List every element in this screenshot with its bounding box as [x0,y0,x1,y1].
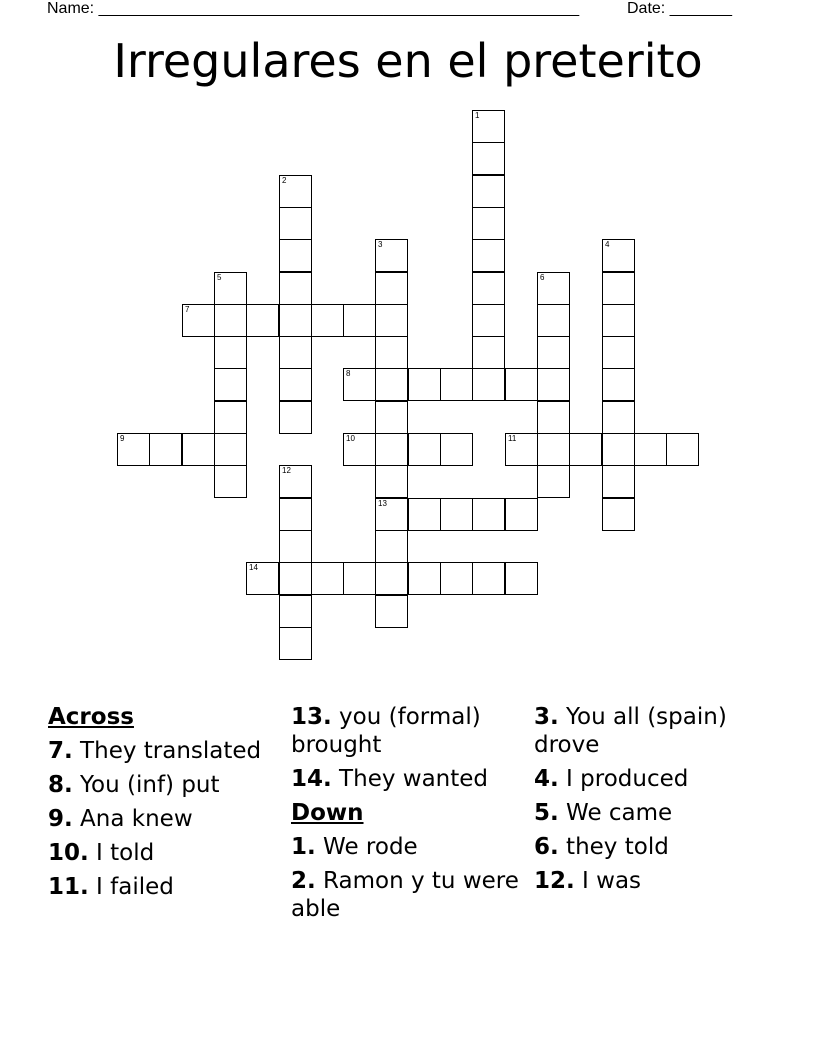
clue-item-text: I was [574,868,642,894]
crossword-cell[interactable] [375,304,408,337]
crossword-cell[interactable] [505,562,538,595]
clue-item-text: I told [88,840,155,866]
crossword-cell[interactable] [472,142,505,175]
clue-item-number: 10. [48,840,89,866]
clue-item [48,873,278,901]
clue-item [48,737,278,765]
crossword-cell[interactable] [408,433,441,466]
clue-number: 9 [120,434,125,443]
crossword-cell[interactable] [279,627,312,660]
clue-item [48,771,278,799]
crossword-cell[interactable] [408,562,441,595]
crossword-cell[interactable] [279,562,312,595]
clue-number: 13 [378,499,387,508]
crossword-cell[interactable] [279,498,312,531]
crossword-cell[interactable] [375,368,408,401]
crossword-cell[interactable] [343,562,376,595]
crossword-cell[interactable] [472,368,505,401]
crossword-cell[interactable] [214,465,247,498]
clue-item-number: 7. [48,738,73,764]
clue-item [534,833,764,861]
clue-item [48,805,278,833]
crossword-cell[interactable] [472,207,505,240]
clue-item-number: 4. [534,766,559,792]
crossword-cell[interactable] [311,304,344,337]
crossword-cell[interactable] [279,368,312,401]
clue-item-number: 11. [48,874,89,900]
crossword-cell[interactable] [472,110,505,143]
crossword-cell[interactable] [343,368,376,401]
crossword-cell[interactable] [602,433,635,466]
crossword-cell[interactable] [602,368,635,401]
crossword-cell[interactable] [602,465,635,498]
crossword-cell[interactable] [569,433,602,466]
crossword-cell[interactable] [602,336,635,369]
clue-item-number: 12. [534,868,575,894]
crossword-cell[interactable] [279,336,312,369]
crossword-cell[interactable] [408,498,441,531]
clue-item-text: I failed [88,874,174,900]
clue-number: 3 [378,240,383,249]
puzzle-title: Irregulares en el preterito [113,34,703,88]
crossword-cell[interactable] [279,207,312,240]
crossword-cell[interactable] [117,433,150,466]
clue-item-text: I produced [558,766,689,792]
clue-item [48,839,278,867]
crossword-cell[interactable] [634,433,667,466]
crossword-cell[interactable] [214,304,247,337]
crossword-cell[interactable] [537,272,570,305]
clue-item-text: You (inf) put [72,772,220,798]
crossword-cell[interactable] [602,272,635,305]
crossword-cell[interactable] [440,368,473,401]
clue-item-text: We rode [315,834,418,860]
clue-item-number: 5. [534,800,559,826]
crossword-cell[interactable] [214,336,247,369]
crossword-cell[interactable] [472,239,505,272]
crossword-cell[interactable] [279,239,312,272]
clue-item [534,703,764,759]
crossword-cell[interactable] [472,498,505,531]
clue-item-text: We came [558,800,673,826]
clue-number: 5 [217,273,222,282]
crossword-cell[interactable] [472,304,505,337]
crossword-cell[interactable] [472,175,505,208]
clue-item-text: They wanted [331,766,489,792]
crossword-cell[interactable] [472,336,505,369]
clue-item [534,799,764,827]
crossword-cell[interactable] [375,272,408,305]
crossword-cell[interactable] [602,498,635,531]
clue-item-text: You all (spain) drove [534,704,727,758]
crossword-cell[interactable] [505,433,538,466]
crossword-cell[interactable] [279,304,312,337]
clue-item-text: they told [558,834,669,860]
crossword-cell[interactable] [182,304,215,337]
crossword-cell[interactable] [440,562,473,595]
clue-number: 8 [346,369,351,378]
clue-item [291,867,521,923]
crossword-cell[interactable] [602,239,635,272]
clue-number: 12 [282,466,291,475]
crossword-cell[interactable] [375,465,408,498]
crossword-cell[interactable] [343,433,376,466]
clue-number: 4 [605,240,610,249]
crossword-cell[interactable] [246,562,279,595]
crossword-cell[interactable] [182,433,215,466]
crossword-cell[interactable] [375,433,408,466]
crossword-cell[interactable] [537,368,570,401]
clue-item-number: 13. [291,704,332,730]
crossword-cell[interactable] [537,465,570,498]
crossword-cell[interactable] [472,562,505,595]
crossword-cell[interactable] [408,368,441,401]
clue-item [291,765,521,793]
clue-number: 1 [475,111,480,120]
clue-item [534,765,764,793]
clue-item-number: 2. [291,868,316,894]
crossword-cell[interactable] [279,272,312,305]
crossword-cell[interactable] [602,304,635,337]
clue-item-number: 3. [534,704,559,730]
clue-section-heading: Down [291,800,364,826]
crossword-cell[interactable] [149,433,182,466]
clue-item-number: 6. [534,834,559,860]
clue-number: 2 [282,176,287,185]
clue-item-number: 1. [291,834,316,860]
clue-number: 14 [249,563,258,572]
clue-item-text: Ana knew [72,806,193,832]
crossword-cell[interactable] [214,401,247,434]
crossword-cell[interactable] [505,368,538,401]
clue-number: 11 [508,434,517,443]
crossword-cell[interactable] [279,175,312,208]
clue-number: 7 [185,305,190,314]
crossword-cell[interactable] [375,595,408,628]
crossword-cell[interactable] [246,304,279,337]
crossword-cell[interactable] [537,336,570,369]
crossword-cell[interactable] [375,336,408,369]
crossword-cell[interactable] [311,562,344,595]
clue-column-1 [48,703,278,907]
crossword-cell[interactable] [440,433,473,466]
crossword-cell[interactable] [375,239,408,272]
clue-item [291,833,521,861]
crossword-cell[interactable] [279,401,312,434]
clue-column-2 [291,703,521,929]
crossword-cell[interactable] [279,465,312,498]
crossword-cell[interactable] [214,433,247,466]
clue-item-number: 14. [291,766,332,792]
crossword-cell[interactable] [375,562,408,595]
clue-item-number: 9. [48,806,73,832]
crossword-cell[interactable] [375,498,408,531]
crossword-cell[interactable] [375,530,408,563]
clue-item [534,867,764,895]
crossword-cell[interactable] [279,530,312,563]
clue-item-text: Ramon y tu were able [291,868,519,922]
name-field-label[interactable]: Name: ______________________________________________________ [47,0,580,17]
clue-number: 6 [540,273,545,282]
crossword-cell[interactable] [537,433,570,466]
clue-number: 10 [346,434,355,443]
clue-item-number: 8. [48,772,73,798]
clue-column-3 [534,703,764,901]
crossword-cell[interactable] [537,304,570,337]
crossword-cell[interactable] [440,498,473,531]
clue-item-text: They translated [72,738,262,764]
crossword-cell[interactable] [666,433,699,466]
date-field-label[interactable]: Date: _______ [627,0,732,17]
clue-item-text: you (formal) brought [291,704,481,758]
crossword-cell[interactable] [505,498,538,531]
crossword-cell[interactable] [343,304,376,337]
crossword-cell[interactable] [279,595,312,628]
crossword-cell[interactable] [375,401,408,434]
crossword-cell[interactable] [214,272,247,305]
clue-section-heading: Across [48,704,134,730]
crossword-cell[interactable] [472,272,505,305]
crossword-cell[interactable] [602,401,635,434]
crossword-cell[interactable] [537,401,570,434]
clue-item [291,703,521,759]
crossword-cell[interactable] [214,368,247,401]
